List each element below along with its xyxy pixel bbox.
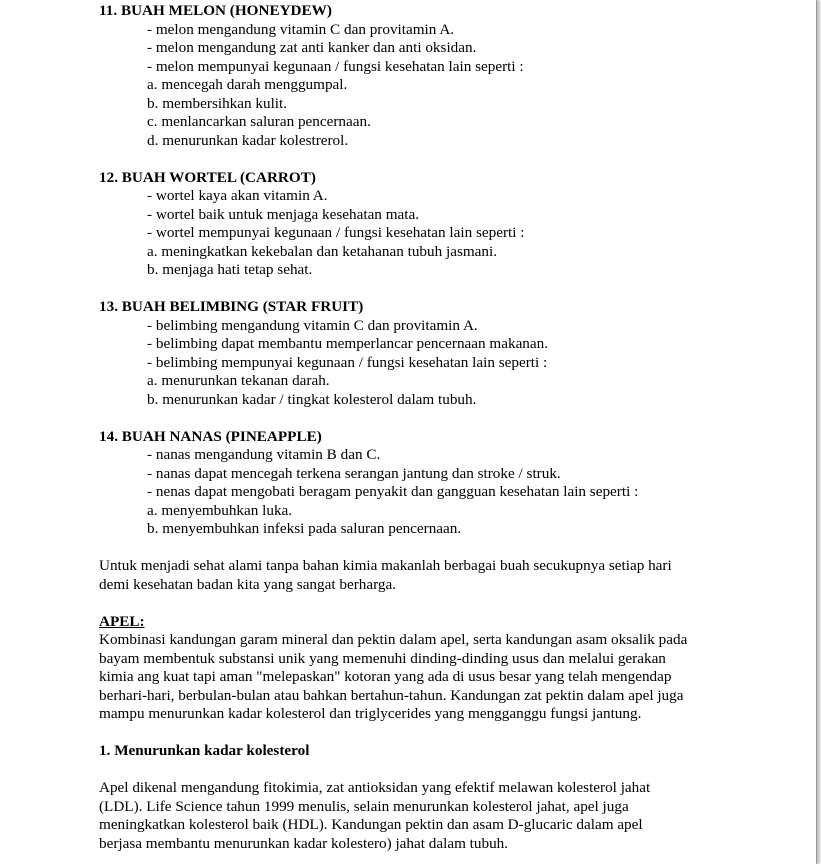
list-item: b. menjaga hati tetap sehat.	[147, 261, 313, 278]
spacer	[99, 761, 759, 780]
section-wortel	[99, 169, 759, 280]
list-item: a. menyembuhkan luka.	[147, 501, 293, 519]
list-item: a. mencegah darah menggumpal.	[147, 76, 348, 93]
section-heading: 11. BUAH MELON (HONEYDEW)	[99, 2, 332, 19]
spacer	[99, 594, 759, 613]
list-item: - wortel baik untuk menjaga kesehatan mata.	[147, 205, 420, 223]
spacer	[99, 724, 759, 743]
spacer	[99, 150, 759, 169]
section-belimbing	[99, 298, 759, 409]
list-item: b. menurunkan kadar / tingkat kolesterol dalam tubuh.	[147, 390, 477, 408]
list-item: - belimbing mempunyai kegunaan / fungsi kesehatan lain seperti :	[147, 353, 548, 371]
list-item: - nanas dapat mencegah terkena serangan jantung dan stroke / struk.	[147, 464, 561, 482]
apel-heading: APEL:	[99, 612, 145, 630]
paragraph-line: berhari-hari, berbulan-bulan atau bahkan bertahun-tahun. Kandungan zat pektin dalam apel juga	[99, 686, 684, 704]
paragraph-line: Kombinasi kandungan garam mineral dan pektin dalam apel, serta kandungan asam oksalik pada	[99, 631, 688, 648]
paragraph-line: berjasa membantu menurunkan kadar kolestero) jahat dalam tubuh.	[99, 834, 509, 852]
list-item: - melon mengandung zat anti kanker dan anti oksidan.	[147, 39, 477, 56]
paragraph-line: mampu menurunkan kadar kolesterol dan triglycerides yang mengganggu fungsi jantung.	[99, 705, 642, 722]
spacer	[99, 539, 759, 558]
list-item: c. menlancarkan saluran pencernaan.	[147, 113, 371, 130]
spacer	[99, 280, 759, 299]
section-melon	[99, 2, 759, 150]
list-item: d. menurunkan kadar kolestrerol.	[147, 131, 349, 149]
list-item: - belimbing mengandung vitamin C dan provitamin A.	[147, 316, 478, 334]
paragraph-line: demi kesehatan badan kita yang sangat berharga.	[99, 575, 397, 593]
paragraph-line: meningkatkan kolesterol baik (HDL). Kandungan pektin dan asam D-glucaric dalam apel	[99, 816, 643, 833]
list-item: a. meningkatkan kekebalan dan ketahanan tubuh jasmani.	[147, 242, 498, 260]
list-item: - nenas dapat mengobati beragam penyakit dan gangguan kesehatan lain seperti :	[147, 483, 639, 500]
section-heading: 13. BUAH BELIMBING (STAR FRUIT)	[99, 298, 364, 315]
list-item: - melon mengandung vitamin C dan provitamin A.	[147, 20, 455, 38]
section-apel	[99, 613, 759, 854]
spacer	[99, 409, 759, 428]
document-content	[99, 2, 759, 853]
paragraph-line: bayam membentuk substansi unik yang memenuhi dinding-dinding usus dan melalui gerakan	[99, 649, 666, 667]
paragraph-line: (LDL). Life Science tahun 1999 menulis, selain menurunkan kolesterol jahat, apel juga	[99, 797, 629, 815]
list-item: b. menyembuhkan infeksi pada saluran pencernaan.	[147, 520, 462, 537]
section-nanas	[99, 428, 759, 539]
paragraph-line: kimia ang kuat tapi aman "melepaskan" kotoran yang ada di usus besar yang telah mengendap	[99, 668, 672, 685]
closing-paragraph	[99, 557, 759, 594]
list-item: - wortel mempunyai kegunaan / fungsi kesehatan lain seperti :	[147, 224, 525, 241]
list-item: - wortel kaya akan vitamin A.	[147, 187, 328, 204]
paragraph-line: Apel dikenal mengandung fitokimia, zat antioksidan yang efektif melawan kolesterol jahat	[99, 779, 651, 796]
list-item: b. membersihkan kulit.	[147, 94, 288, 112]
paragraph-line: Untuk menjadi sehat alami tanpa bahan kimia makanlah berbagai buah secukupnya setiap hari	[99, 557, 672, 574]
list-item: a. menurunkan tekanan darah.	[147, 372, 330, 389]
apel-subheading: 1. Menurunkan kadar kolesterol	[99, 742, 310, 759]
list-item: - belimbing dapat membantu memperlancar pencernaan makanan.	[147, 335, 549, 352]
section-heading: 14. BUAH NANAS (PINEAPPLE)	[99, 427, 322, 445]
section-heading: 12. BUAH WORTEL (CARROT)	[99, 168, 316, 186]
list-item: - melon mempunyai kegunaan / fungsi kesehatan lain seperti :	[147, 57, 524, 75]
list-item: - nanas mengandung vitamin B dan C.	[147, 446, 381, 463]
